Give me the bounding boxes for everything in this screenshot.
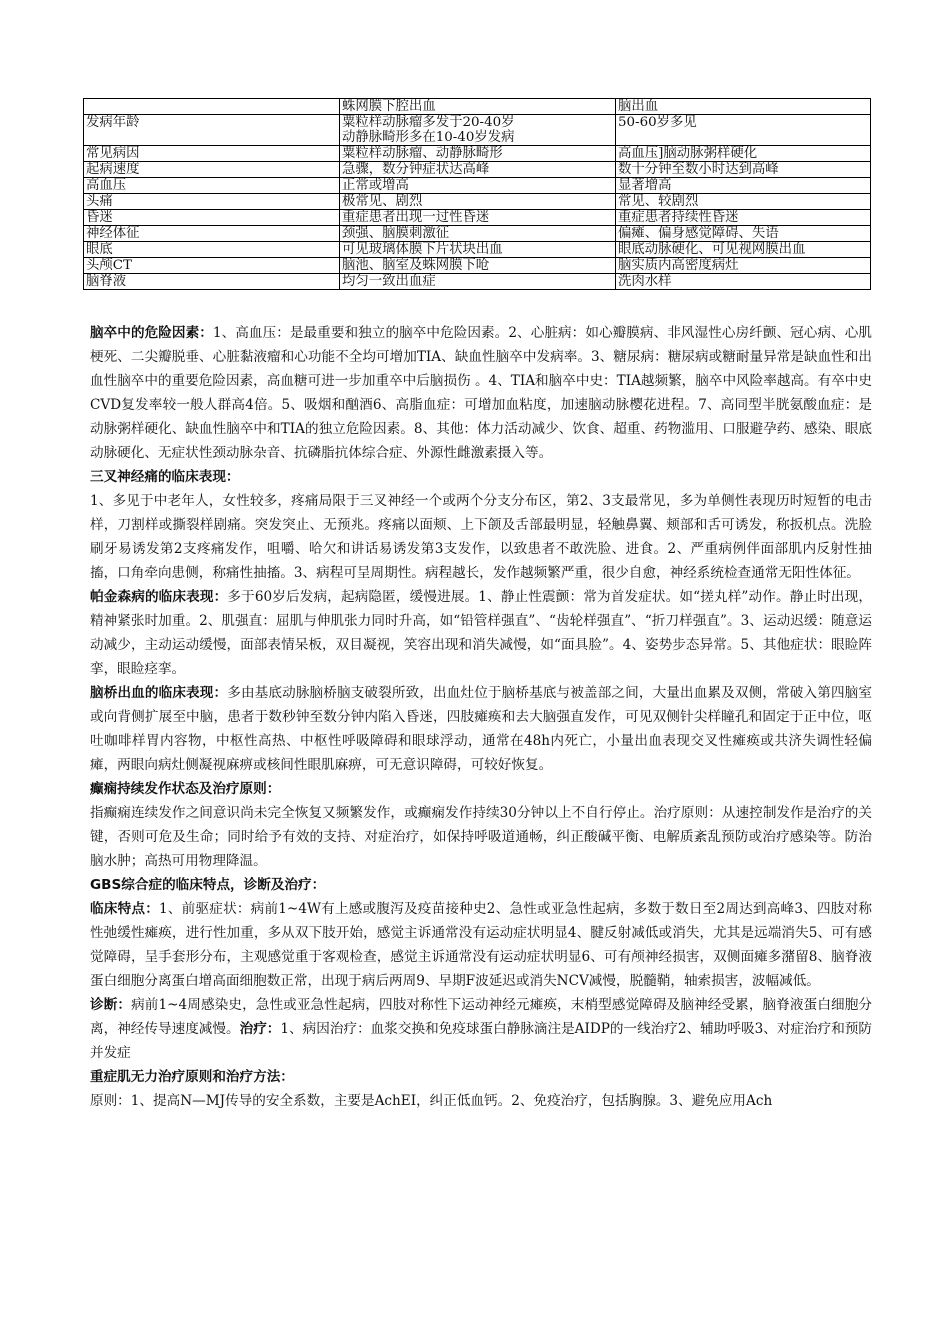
risk-factors-paragraph [90,321,872,465]
table-cell-line: 起病速度 [86,162,140,177]
table-cell [84,178,340,194]
pontine-hemorrhage-title: 脑桥出血的临床表现： [90,685,228,701]
table-cell-line: 粟粒样动脉瘤多发于20-40岁 [342,115,515,130]
table-cell-line: 极常见、剧烈 [342,194,423,209]
table-cell [616,146,871,162]
table-cell-line: 神经体征 [86,226,140,241]
table-cell [616,210,871,226]
table-header-row [84,99,871,115]
gbs-diagnosis-text: 病前1~4周感染史，急性或亚急性起病，四肢对称性下运动神经元瘫痪，末梢型感觉障碍及脑神经受累，脑脊液蛋白细胞分离，神经传导速度减慢。 [90,997,873,1037]
table-row [84,178,871,194]
table-cell [340,162,616,178]
table-cell [340,226,616,242]
table-cell [340,274,616,290]
table-cell [340,258,616,274]
table-cell [84,226,340,242]
status-epilepticus-title: 癫痫持续发作状态及治疗原则： [90,781,281,797]
table-cell [616,178,871,194]
table-cell [84,274,340,290]
gbs-diagnosis-paragraph [90,993,872,1065]
table-cell [340,99,616,115]
table-cell-line: 头颅CT [86,258,132,273]
table-cell-line: 常见病因 [86,146,140,161]
table-row [84,162,871,178]
pontine-hemorrhage-paragraph [90,681,872,777]
gbs-treatment-label: 治疗： [239,1021,281,1037]
comparison-table [83,98,871,290]
table-cell [84,194,340,210]
table-row [84,258,871,274]
table-row [84,146,871,162]
table-cell-line: 可见玻璃体膜下片状块出血 [342,242,503,257]
table-cell [340,242,616,258]
table-row [84,210,871,226]
table-cell-line: 脑池、脑室及蛛网膜下呛 [342,258,490,273]
myasthenia-text: 原则：1、提高N—MJ传导的安全系数，主要是AchEI，纠正低血钙。2、免疫治疗，包括胸腺。3、避免应用Ach [90,1093,773,1109]
table-cell [616,162,871,178]
table-cell-line: 昏迷 [86,210,113,225]
table-row [84,115,871,146]
table-cell-line: 显著增高 [618,178,672,193]
table-cell [616,274,871,290]
comparison-table-body [84,99,871,290]
gbs-diagnosis-label: 诊断： [90,997,132,1013]
table-cell-line: 脑脊液 [86,274,127,289]
table-cell-line: 常见、较剧烈 [618,194,699,209]
notes-body [90,321,872,1113]
table-cell-line: 眼底 [86,242,113,257]
gbs-features-paragraph [90,897,872,993]
table-cell-line: 发病年龄 [86,115,140,130]
table-cell [340,210,616,226]
table-cell [340,178,616,194]
table-cell [84,258,340,274]
gbs-treatment-text: 1、病因治疗：血浆交换和免疫球蛋白静脉滴注是AIDP的一线治疗2、辅助呼吸3、对症治疗和预防并发症 [90,1021,873,1061]
table-cell-line: 数十分钟至数小时达到高峰 [618,162,779,177]
trigeminal-neuralgia-title: 三叉神经痛的临床表现： [90,469,240,485]
table-cell [84,210,340,226]
gbs-features-text: 1、前驱症状：病前1~4W有上感或腹泻及疫苗接种史2、急性或亚急性起病，多数于数日至2周达到高峰3、四肢对称性弛缓性瘫痪，进行性加重，多从双下肢开始，感觉主诉通常没有运动症状明显4、腱反射减低或消失，尤其是远端消失5、可有感觉障碍，呈手套形分布，主观感觉重于客观检查，感觉主诉通常没有运动症状明显6、可有颅神经损害，双侧面瘫多潴留8、脑脊液蛋白细胞分离蛋白增高面细胞数正常，出现于病后两周9、早期F波延迟或消失NCV减慢，脱髓鞘，轴索损害，波幅减低。 [90,901,872,989]
table-cell [616,242,871,258]
table-cell-line: 重症患者出现一过性昏迷 [342,210,490,225]
status-epilepticus-text: 指癫痫连续发作之间意识尚未完全恢复又频繁发作，或癫痫发作持续30分钟以上不自行停止。治疗原则：从速控制发作是治疗的关键，否则可危及生命；同时给予有效的支持、对症治疗，如保持呼吸道通畅，纠正酸碱平衡、电解质紊乱预防或治疗感染等。防治脑水肿；高热可用物理降温。 [90,805,872,869]
table-cell [616,115,871,146]
table-cell-line: 均匀一致出血症 [342,274,436,289]
table-cell [616,226,871,242]
table-cell [84,146,340,162]
table-cell-line: 颈强、脑膜刺激征 [342,226,450,241]
table-cell-line: 脑实质内高密度病灶 [618,258,739,273]
table-row [84,194,871,210]
gbs-features-label: 临床特点： [90,901,160,917]
table-cell-line: 洗肉水样 [618,274,672,289]
table-cell [340,115,616,146]
table-row [84,242,871,258]
table-cell [616,258,871,274]
table-row [84,226,871,242]
table-cell-line: 粟粒样动脉瘤、动静脉畸形 [342,146,503,161]
trigeminal-neuralgia-text: 1、多见于中老年人，女性较多，疼痛局限于三叉神经一个或两个分支分布区，第2、3支最常见，多为单侧性表现历时短暂的电击样，刀割样或撕裂样剧痛。突发突止、无预兆。疼痛以面颊、上下颌及舌部最明显，轻触鼻翼、颊部和舌可诱发，称扳机点。洗脸刷牙易诱发第2支疼痛发作，咀嚼、哈欠和讲话易诱发第3支发作，以致患者不敢洗脸、进食。2、严重病例伴面部肌内反射性抽搐，口角牵向患侧，称痛性抽搐。3、病程可呈周期性。病程越长，发作越频繁严重，很少自愈，神经系统检查通常无阳性体征。 [90,493,872,581]
table-cell-line: 高血压 [86,178,127,193]
table-cell-line: 50-60岁多见 [618,115,697,130]
parkinson-paragraph [90,585,872,681]
table-cell-line: 头痛 [86,194,113,209]
table-cell-line: 动静脉畸形多在10-40岁发病 [342,130,515,145]
risk-factors-text: 1、高血压：是最重要和独立的脑卒中危险因素。2、心脏病：如心瓣膜病、非风湿性心房纤颤、冠心病、心肌梗死、二尖瓣脱垂、心脏黏液瘤和心功能不全均可增加TIA、缺血性脑卒中发病率。3、糖尿病：糖尿病或糖耐量异常是缺血性和出血性脑卒中的重要危险因素，高血糖可进一步加重卒中后脑损伤 。4、TIA和脑卒中史：TIA越频繁，脑卒中风险率越高。有卒中史CVD复发率较一般人群高4倍。5、吸烟和酗酒6、高脂血症：可增加血粘度，加速脑动脉樱花进程。7、高同型半胱氨酸血症：是动脉粥样硬化、缺血性脑卒中和TIA的独立危险因素。8、其他：体力活动减少、饮食、超重、药物滥用、口服避孕药、感染、眼底动脉硬化、无症状性颈动脉杂音、抗磷脂抗体综合症、外源性雌激素摄入等。 [90,325,872,461]
table-cell [616,194,871,210]
parkinson-text: 多于60岁后发病，起病隐匿，缓慢进展。1、静止性震颤：常为首发症状。如“搓丸样”动作。静止时出现，精神紧张时加重。2、肌强直：屈肌与伸肌张力同时升高，如“铅管样强直”、“齿轮样强直”、“折刀样强直”。3、运动迟缓：随意运动减少，主动运动缓慢，面部表情呆板，双目凝视，笑容出现和消失减慢，如“面具脸”。4、姿势步态异常。5、其他症状：眼睑阵挛，眼睑痉挛。 [90,589,873,677]
risk-factors-title: 脑卒中的危险因素： [90,325,213,341]
table-cell-line: 眼底动脉硬化、可见视网膜出血 [618,242,806,257]
table-cell [84,115,340,146]
table-cell-line: 急骤，数分钟症状达高峰 [342,162,490,177]
table-row [84,274,871,290]
table-cell [84,99,340,115]
gbs-title: GBS综合症的临床特点，诊断及治疗： [90,877,326,893]
table-cell-line: 脑出血 [618,99,659,114]
table-cell-line: 偏瘫、偏身感觉障碍、失语 [618,226,779,241]
table-cell-line: 高血压]脑动脉粥样硬化 [618,146,758,161]
table-cell [84,242,340,258]
table-cell-line: 正常或增高 [342,178,409,193]
table-cell-line: 蛛网膜下腔出血 [342,99,436,114]
table-cell [340,194,616,210]
myasthenia-title: 重症肌无力治疗原则和治疗方法： [90,1069,294,1085]
parkinson-title: 帕金森病的临床表现： [90,589,228,605]
table-cell [84,162,340,178]
table-cell-line: 重症患者持续性昏迷 [618,210,739,225]
pontine-hemorrhage-text: 多由基底动脉脑桥脑支破裂所致，出血灶位于脑桥基底与被盖部之间，大量出血累及双侧，常破入第四脑室或向背侧扩展至中脑，患者于数秒钟至数分钟内陷入昏迷，四肢瘫痪和去大脑强直发作，可见双侧针尖样瞳孔和固定于正中位，呕吐咖啡样胃内容物，中枢性高热、中枢性呼吸障碍和眼球浮动，通常在48h内死亡，小量出血表现交叉性瘫痪或共济失调性轻偏瘫，两眼向病灶侧凝视麻痹或核间性眼肌麻痹，可无意识障碍，可较好恢复。 [90,685,872,773]
table-cell [616,99,871,115]
table-cell [340,146,616,162]
